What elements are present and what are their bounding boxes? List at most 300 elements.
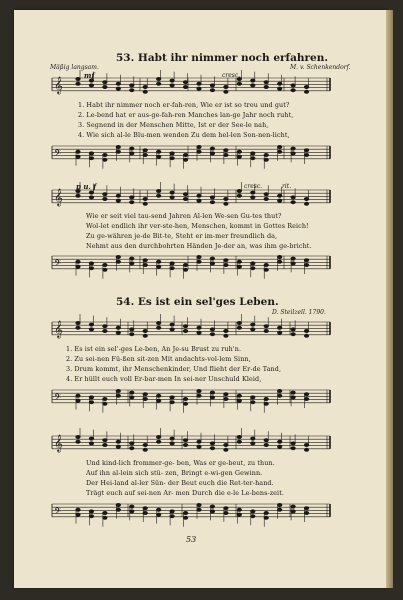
note-head [130, 391, 134, 394]
note-head [224, 154, 228, 157]
note-head [130, 262, 134, 265]
note-head [116, 199, 120, 202]
note-head [291, 262, 295, 265]
note-head [224, 393, 228, 396]
note-head [143, 393, 147, 396]
note-head [237, 394, 241, 397]
hymn-53-verse-3a: 3. Segnend in der Menschen Mitte, Ist er der See-le nah, [78, 121, 269, 129]
note-head [170, 328, 174, 331]
note-head [304, 448, 308, 451]
note-head [210, 201, 214, 204]
note-head [103, 268, 107, 271]
note-head [157, 78, 161, 81]
note-head [291, 505, 295, 508]
note-head [116, 390, 120, 393]
note-head [116, 504, 120, 507]
hymn-54-verse-1b: Und kind-lich frommer-ge- ben, Was er ge-beut, zu thun. [86, 459, 275, 467]
hymn-53-tempo: Mäßig langsam. [50, 64, 99, 71]
note-head [237, 513, 241, 516]
note-head [210, 396, 214, 399]
note-head [76, 322, 80, 325]
note-head [170, 442, 174, 445]
note-head [183, 516, 187, 519]
note-head [170, 437, 174, 440]
note-head [291, 257, 295, 260]
note-head [130, 510, 134, 513]
note-head [278, 504, 282, 507]
note-head [304, 444, 308, 447]
note-head [278, 194, 282, 197]
treble-clef-icon: 𝄞 [54, 319, 63, 338]
hymn-54-verse-1a: 1. Es ist ein sel'-ges Le-ben, An Je-su Brust zu ruh'n. [66, 345, 242, 353]
note-head [157, 399, 161, 402]
note-head [183, 439, 187, 442]
note-head [224, 330, 228, 333]
note-head [251, 79, 255, 82]
note-head [89, 152, 93, 155]
note-head [143, 334, 147, 337]
note-head [170, 79, 174, 82]
note-head [237, 194, 241, 197]
note-head [116, 260, 120, 263]
note-head [116, 82, 120, 85]
note-head [143, 86, 147, 89]
note-head [251, 191, 255, 194]
note-head [197, 260, 201, 263]
note-head [210, 505, 214, 508]
note-head [116, 256, 120, 259]
note-head [157, 194, 161, 197]
note-head [264, 154, 268, 157]
note-head [197, 331, 201, 334]
note-head [116, 146, 120, 149]
note-head [130, 328, 134, 331]
note-head [264, 402, 268, 405]
note-head [251, 262, 255, 265]
note-head [76, 326, 80, 329]
note-head [170, 323, 174, 326]
note-head [304, 264, 308, 267]
note-head [224, 86, 228, 89]
note-head [183, 198, 187, 201]
note-head [183, 444, 187, 447]
note-head [116, 194, 120, 197]
note-head [251, 437, 255, 440]
note-head [130, 396, 134, 399]
note-head [264, 444, 268, 447]
hymn-53-verse-4b: Nehmt aus den durchbohrten Händen Je-der an, was ihm ge-bricht. [86, 242, 312, 250]
hymn-54-verse-3b: Der Hei-land al-ler Sün- der Beut euch die Ret-ter-hand. [86, 479, 274, 487]
note-head [278, 508, 282, 511]
note-head [278, 331, 282, 334]
note-head [183, 154, 187, 157]
note-head [237, 322, 241, 325]
note-head [210, 328, 214, 331]
note-head [291, 447, 295, 450]
note-head [76, 150, 80, 153]
note-head [143, 330, 147, 333]
note-head [264, 193, 268, 196]
note-head [224, 448, 228, 451]
note-head [143, 507, 147, 510]
hymn-53-verse-1b: Wie er seit viel tau-send Jahren Al-len We-sen Gu-tes thut? [86, 212, 282, 220]
note-head [197, 194, 201, 197]
note-head [103, 81, 107, 84]
hymn-53-verse-1a: 1. Habt ihr nimmer noch er-fah-ren, Wie er ist so treu und gut? [78, 101, 290, 109]
note-head [251, 442, 255, 445]
note-head [224, 198, 228, 201]
note-head [304, 330, 308, 333]
note-head [224, 512, 228, 515]
note-head [130, 84, 134, 87]
note-head [224, 444, 228, 447]
hymn-53-verse-4a: 4. Wie sich al-le Blu-men wenden Zu dem hel-len Son-nen-licht, [78, 131, 290, 139]
note-head [183, 81, 187, 84]
note-head [291, 84, 295, 87]
treble-clef-icon: 𝄞 [54, 75, 63, 94]
note-head [224, 507, 228, 510]
note-head [197, 146, 201, 149]
note-head [251, 328, 255, 331]
hymn-54-verse-4b: Trägt euch auf sei-nen Ar- men Durch die e-le Le-bens-zeit. [86, 489, 284, 497]
note-head [103, 198, 107, 201]
note-head [116, 394, 120, 397]
note-head [264, 516, 268, 519]
hymn-54-composer: D. Steilzell. 1790. [272, 309, 326, 316]
note-head [183, 268, 187, 271]
note-head [237, 82, 241, 85]
note-head [157, 326, 161, 329]
note-head [291, 442, 295, 445]
note-head [278, 440, 282, 443]
note-head [170, 510, 174, 513]
note-head [197, 394, 201, 397]
note-head [291, 391, 295, 394]
note-head [264, 198, 268, 201]
note-head [264, 398, 268, 401]
note-head [157, 82, 161, 85]
note-head [157, 440, 161, 443]
note-head [157, 155, 161, 158]
page-number: 53 [186, 535, 197, 544]
note-head [291, 147, 295, 150]
note-head [130, 447, 134, 450]
note-head [143, 448, 147, 451]
note-head [237, 260, 241, 263]
note-head [89, 437, 93, 440]
note-head [130, 442, 134, 445]
dynamic-mf: mf [84, 71, 95, 80]
hymn-54-title: 54. Es ist ein sel'ges Leben. [116, 296, 279, 308]
note-head [89, 328, 93, 331]
note-head [291, 333, 295, 336]
note-head [89, 196, 93, 199]
note-head [170, 196, 174, 199]
bass-clef-icon: 𝄢 [54, 505, 62, 519]
note-head [197, 87, 201, 90]
note-head [278, 256, 282, 259]
note-head [197, 326, 201, 329]
note-head [278, 394, 282, 397]
note-head [130, 505, 134, 508]
dynamic-rit: rit. [282, 183, 292, 190]
note-head [291, 201, 295, 204]
note-head [210, 510, 214, 513]
note-head [197, 390, 201, 393]
note-head [157, 265, 161, 268]
note-head [76, 260, 80, 263]
note-head [116, 150, 120, 153]
note-head [304, 259, 308, 262]
note-head [103, 264, 107, 267]
note-head [237, 155, 241, 158]
note-head [304, 154, 308, 157]
note-head [157, 508, 161, 511]
note-head [157, 322, 161, 325]
note-head [304, 512, 308, 515]
note-head [89, 262, 93, 265]
note-head [278, 150, 282, 153]
note-head [89, 401, 93, 404]
dynamic-pf: p u. f [76, 182, 97, 191]
hymn-53-verse-3b: Zu ge-währen je-de Bit-te, Steht er im-mer freundlich da, [86, 232, 278, 240]
note-head [304, 202, 308, 205]
note-head [210, 152, 214, 155]
note-head [264, 325, 268, 328]
note-head [157, 260, 161, 263]
note-head [170, 262, 174, 265]
note-head [89, 442, 93, 445]
hymn-53-composer: M. v. Schenkendorf. [290, 64, 351, 71]
note-head [170, 401, 174, 404]
note-head [103, 330, 107, 333]
note-head [224, 202, 228, 205]
note-head [278, 82, 282, 85]
note-head [143, 90, 147, 93]
note-head [304, 86, 308, 89]
note-head [116, 440, 120, 443]
note-head [103, 158, 107, 161]
note-head [237, 150, 241, 153]
hymn-54-verse-2b: Auf ihn al-lein sich stü- zen, Bringt e-wi-gen Gewinn. [86, 469, 263, 477]
note-head [264, 86, 268, 89]
note-head [291, 510, 295, 513]
note-head [251, 401, 255, 404]
note-head [157, 436, 161, 439]
note-head [197, 150, 201, 153]
note-head [210, 84, 214, 87]
note-head [251, 152, 255, 155]
hymn-54-verse-3a: 3. Drum kommt, ihr Menschenkinder, Und flieht der Er-de Tand, [66, 365, 282, 373]
note-head [143, 154, 147, 157]
note-head [143, 444, 147, 447]
note-head [210, 442, 214, 445]
note-head [76, 440, 80, 443]
note-head [143, 198, 147, 201]
note-head [183, 325, 187, 328]
hymn-54-verse-2a: 2. Zu sei-nen Fü-ßen sit-zen Mit andachts-vol-lem Sinn, [66, 355, 251, 363]
note-head [130, 333, 134, 336]
note-head [304, 507, 308, 510]
note-head [183, 193, 187, 196]
note-head [89, 510, 93, 513]
note-head [210, 391, 214, 394]
note-head [76, 265, 80, 268]
note-head [183, 398, 187, 401]
note-head [103, 398, 107, 401]
note-head [183, 86, 187, 89]
note-head [89, 157, 93, 160]
note-head [264, 512, 268, 515]
note-head [210, 147, 214, 150]
note-head [157, 190, 161, 193]
hymn-54-verse-4a: 4. Er hüllt euch voll Er-bar-men In sei-ner Unschuld Kleid, [66, 375, 262, 383]
note-head [304, 149, 308, 152]
note-head [89, 323, 93, 326]
note-head [291, 396, 295, 399]
note-head [76, 155, 80, 158]
note-head [304, 334, 308, 337]
note-head [197, 199, 201, 202]
note-head [278, 326, 282, 329]
note-head [116, 331, 120, 334]
note-head [143, 202, 147, 205]
note-head [224, 264, 228, 267]
note-head [251, 396, 255, 399]
note-head [130, 147, 134, 150]
note-head [224, 334, 228, 337]
note-head [251, 157, 255, 160]
note-head [197, 504, 201, 507]
note-head [237, 440, 241, 443]
note-head [76, 513, 80, 516]
note-head [264, 330, 268, 333]
dynamic-cresc-2: cresc. [244, 183, 263, 190]
hymn-53-title: 53. Habt ihr nimmer noch erfahren. [116, 52, 329, 64]
note-head [197, 508, 201, 511]
note-head [89, 267, 93, 270]
note-head [103, 325, 107, 328]
hymn-53-verse-2a: 2. Le-bend hat er aus-ge-fah-ren Manches lan-ge Jahr noch ruht, [78, 111, 294, 119]
note-head [143, 264, 147, 267]
note-head [278, 146, 282, 149]
note-head [170, 157, 174, 160]
note-head [304, 398, 308, 401]
note-head [116, 326, 120, 329]
note-head [224, 90, 228, 93]
bass-clef-icon: 𝄢 [54, 391, 62, 405]
note-head [237, 190, 241, 193]
note-head [304, 198, 308, 201]
note-head [210, 447, 214, 450]
note-head [224, 149, 228, 152]
note-head [237, 326, 241, 329]
note-head [251, 323, 255, 326]
note-head [291, 89, 295, 92]
note-head [278, 87, 282, 90]
note-head [183, 264, 187, 267]
note-head [170, 267, 174, 270]
note-head [264, 81, 268, 84]
note-head [143, 398, 147, 401]
treble-clef-icon: 𝄞 [54, 187, 63, 206]
note-head [103, 516, 107, 519]
note-head [197, 445, 201, 448]
note-head [251, 84, 255, 87]
note-head [143, 259, 147, 262]
note-head [264, 264, 268, 267]
note-head [264, 439, 268, 442]
note-head [264, 268, 268, 271]
treble-clef-icon: 𝄞 [54, 433, 63, 452]
note-head [210, 257, 214, 260]
note-head [143, 512, 147, 515]
note-head [264, 158, 268, 161]
note-head [76, 394, 80, 397]
note-head [89, 396, 93, 399]
note-head [291, 152, 295, 155]
note-head [130, 89, 134, 92]
note-head [130, 196, 134, 199]
note-head [103, 193, 107, 196]
note-head [130, 152, 134, 155]
note-head [103, 512, 107, 515]
note-head [197, 440, 201, 443]
dynamic-cresc-1: cresc. [222, 72, 241, 79]
note-head [210, 196, 214, 199]
note-head [197, 82, 201, 85]
note-head [197, 256, 201, 259]
note-head [251, 510, 255, 513]
note-head [170, 396, 174, 399]
note-head [183, 158, 187, 161]
note-head [157, 394, 161, 397]
note-head [237, 436, 241, 439]
note-head [89, 515, 93, 518]
note-head [183, 512, 187, 515]
note-head [130, 257, 134, 260]
note-head [170, 84, 174, 87]
note-head [116, 87, 120, 90]
note-head [170, 515, 174, 518]
note-head [89, 84, 93, 87]
note-head [278, 260, 282, 263]
hymn-53-verse-2b: Wol-let endlich ihr ver-ste-hen, Menschen, kommt in Gottes Reich! [86, 222, 309, 230]
note-head [210, 333, 214, 336]
note-head [116, 445, 120, 448]
note-head [291, 328, 295, 331]
note-head [278, 390, 282, 393]
note-head [157, 513, 161, 516]
note-head [224, 259, 228, 262]
note-head [210, 262, 214, 265]
note-head [251, 515, 255, 518]
note-head [89, 191, 93, 194]
note-head [76, 82, 80, 85]
note-head [278, 445, 282, 448]
note-head [251, 196, 255, 199]
note-head [76, 436, 80, 439]
note-head [291, 196, 295, 199]
note-head [183, 402, 187, 405]
note-head [170, 191, 174, 194]
note-head [143, 149, 147, 152]
bass-clef-icon: 𝄢 [54, 257, 62, 271]
note-head [116, 508, 120, 511]
note-head [237, 508, 241, 511]
note-head [157, 150, 161, 153]
note-head [210, 89, 214, 92]
